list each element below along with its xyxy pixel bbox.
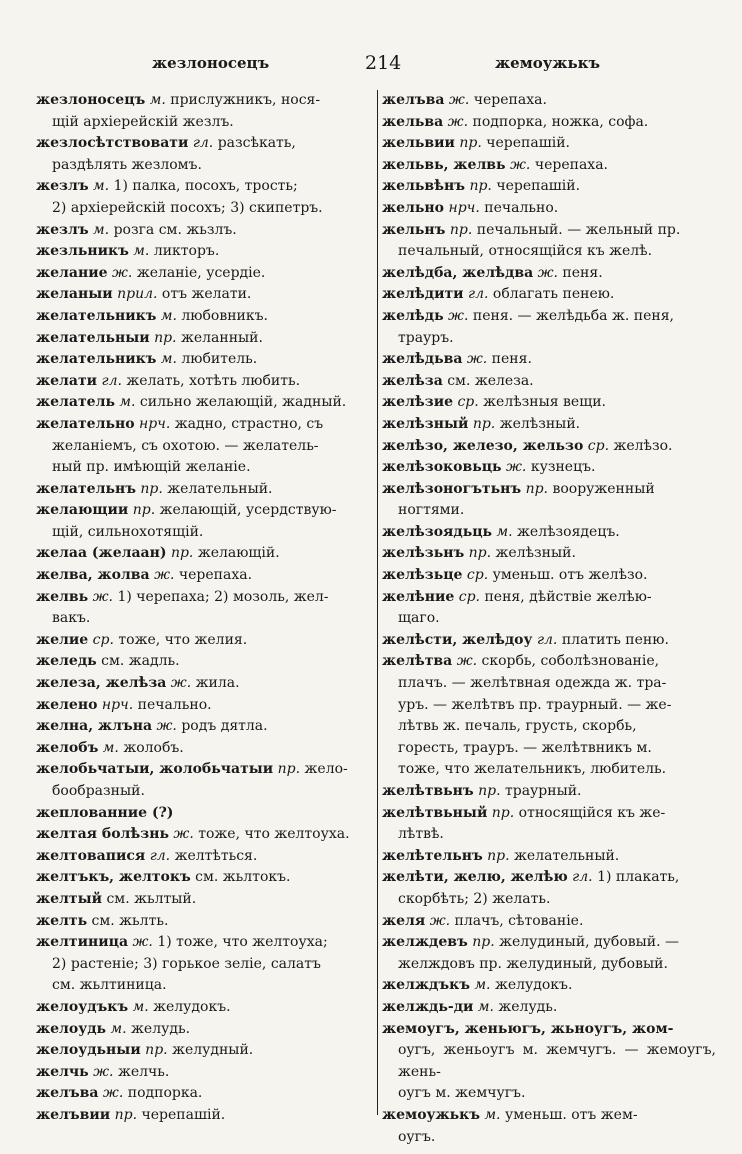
- entry-grammar-label: ж.: [154, 567, 175, 584]
- dictionary-entry: [36, 414, 372, 479]
- entry-definition: желтѣться.: [174, 847, 258, 864]
- entry-headword: желѣтельнъ: [382, 847, 483, 864]
- entry-grammar-label: м.: [149, 92, 166, 108]
- entry-headword: желть: [36, 912, 88, 929]
- entry-headword: жезлосѣтствовати: [36, 135, 189, 152]
- entry-headword: желѣтвьнъ: [382, 783, 474, 799]
- entry-grammar-label: нрч.: [138, 415, 171, 432]
- entry-grammar-label: ср.: [587, 437, 610, 454]
- entry-headword: желатель: [36, 394, 115, 411]
- entry-headword: желъва: [36, 1085, 99, 1102]
- entry-definition: желательный.: [167, 480, 273, 497]
- entry-headword: желѣза: [382, 372, 443, 389]
- dictionary-entry: [382, 867, 716, 910]
- entry-headword: желѣзный: [382, 415, 469, 432]
- entry-definition: сильно желающій, жадный.: [139, 394, 347, 411]
- entry-definition: желѣзныя вещи.: [483, 394, 607, 411]
- dictionary-entry: [382, 846, 716, 868]
- entry-grammar-label: ср.: [458, 588, 481, 605]
- entry-definition: желудокъ.: [494, 977, 573, 994]
- entry-grammar-label: м.: [477, 998, 494, 1015]
- dictionary-entry: [36, 759, 372, 802]
- entry-headword: жемоужькъ: [382, 1106, 480, 1123]
- entry-grammar-label: прил.: [117, 286, 158, 303]
- entry-definition: см. жадль.: [101, 653, 180, 670]
- entry-headword: желтъкъ, желтокъ: [36, 869, 191, 886]
- entry-grammar-label: пр.: [154, 329, 177, 346]
- entry-headword: желѣние: [382, 588, 455, 605]
- entry-definition: пеня. — желѣдьба ж. пеня, трауръ.: [398, 307, 674, 346]
- dictionary-entry: [382, 587, 716, 630]
- dictionary-entry: [36, 824, 372, 846]
- entry-definition: пеня, дѣйствіе желѣю- щаго.: [398, 588, 652, 627]
- entry-definition: желанный.: [180, 329, 263, 346]
- entry-headword: жельнъ: [382, 221, 446, 238]
- entry-grammar-label: ж.: [156, 718, 177, 735]
- entry-headword: желѣсти, желѣдоу: [382, 631, 533, 648]
- dictionary-entry: [382, 522, 716, 544]
- entry-definition: 1) палка, посохъ, трость; 2) архіерейскій посохъ; 3) скипетръ.: [52, 178, 323, 216]
- entry-headword: жемоугъ, женьюгъ, жьноугъ, жом-: [382, 1020, 674, 1037]
- dictionary-entry: [36, 1062, 372, 1084]
- entry-headword: жезлоносецъ: [36, 92, 146, 108]
- entry-headword: желательникъ: [36, 351, 157, 368]
- dictionary-entry: [36, 133, 372, 176]
- entry-grammar-label: ж.: [448, 92, 470, 108]
- entry-definition: прислужникъ, нося- щій архіерейскій жезлъ.: [52, 92, 321, 130]
- dictionary-entry: [36, 543, 372, 565]
- column-divider: [377, 90, 378, 1115]
- entry-definition: желудиный, дубовый. — желждовъ пр. желудиный, дубовый.: [398, 934, 680, 972]
- dictionary-entry: [36, 306, 372, 328]
- entry-grammar-label: пр.: [469, 178, 492, 195]
- entry-definition: жолобъ.: [123, 739, 184, 756]
- entry-definition: желѣзный.: [495, 545, 576, 562]
- entry-definition: подпорка, ножка, софа.: [472, 113, 649, 130]
- dictionary-entry: [382, 133, 716, 155]
- entry-grammar-label: м.: [133, 243, 150, 260]
- dictionary-entry: [36, 911, 372, 933]
- entry-grammar-label: ж.: [132, 934, 153, 951]
- entry-grammar-label: ж.: [537, 264, 558, 281]
- entry-definition: жадно, страстно, съ желаніемъ, съ охотою. — желатель- ный пр. имѣющій желаніе.: [52, 415, 324, 476]
- entry-definition: печальный. — жельный пр. печальный, относящійся къ желѣ.: [398, 221, 681, 260]
- dictionary-entry: [382, 781, 716, 803]
- entry-grammar-label: пр.: [277, 761, 301, 778]
- entry-definition: траурный.: [505, 783, 582, 799]
- entry-headword: желна, жлъна: [36, 718, 153, 735]
- entry-grammar-label: гл.: [572, 869, 593, 886]
- dictionary-entry: [382, 263, 716, 285]
- entry-grammar-label: м.: [119, 394, 136, 411]
- entry-definition: черепашій.: [141, 1106, 226, 1123]
- entry-headword: желждь-ди: [382, 998, 474, 1015]
- entry-headword: желание: [36, 264, 108, 281]
- entry-definition: подпорка.: [127, 1085, 203, 1102]
- entry-grammar-label: гл.: [536, 631, 558, 648]
- entry-grammar-label: пр.: [145, 1042, 168, 1059]
- entry-grammar-label: пр.: [170, 545, 194, 562]
- dictionary-entry: [36, 803, 372, 825]
- dictionary-entry: [36, 328, 372, 350]
- entry-grammar-label: гл.: [468, 286, 489, 303]
- entry-definition: желающій.: [197, 545, 280, 562]
- dictionary-entry: [36, 695, 372, 717]
- entry-grammar-label: гл.: [149, 847, 171, 864]
- dictionary-entry: [36, 1083, 372, 1105]
- entry-definition: относящійся къ же- лѣтвѣ.: [398, 804, 666, 843]
- entry-headword: желвь: [36, 588, 89, 605]
- entry-definition: жело- бообразный.: [52, 761, 348, 799]
- entry-definition: 1) черепаха; 2) мозоль, жел- вакъ.: [52, 588, 329, 627]
- entry-headword: желтая болѣзнь: [36, 826, 169, 843]
- entry-grammar-label: нрч.: [101, 696, 134, 713]
- entry-grammar-label: пр.: [478, 783, 501, 799]
- entry-definition: платить пеню.: [561, 631, 669, 648]
- dictionary-entry: [382, 803, 716, 846]
- entry-definition: желудокъ.: [153, 998, 231, 1015]
- dictionary-entry: [36, 889, 372, 911]
- entry-grammar-label: ж.: [92, 588, 113, 605]
- entry-headword: желоудь: [36, 1020, 107, 1037]
- entry-grammar-label: м.: [484, 1106, 501, 1123]
- entry-definition: 1) тоже, что желтоуха; 2) растеніе; 3) горькое зеліе, салатъ см. жьлтиница.: [52, 934, 328, 994]
- entry-definition: любитель.: [181, 351, 258, 368]
- entry-headword: желательныи: [36, 329, 150, 346]
- entry-headword: железа, желѣза: [36, 675, 167, 692]
- entry-definition: желающій, усердствую- щій, сильнохотящій.: [52, 502, 337, 540]
- dictionary-entry: [36, 565, 372, 587]
- entry-definition: кузнецъ.: [530, 459, 596, 476]
- entry-headword: желѣдба, желѣдва: [382, 264, 534, 281]
- entry-grammar-label: м.: [160, 351, 177, 368]
- dictionary-entry: [36, 651, 372, 673]
- entry-headword: жельвѣнъ: [382, 178, 465, 195]
- entry-headword: желѣзьце: [382, 567, 463, 584]
- entry-headword: желѣзьнъ: [382, 545, 465, 562]
- dictionary-entry: [36, 500, 372, 543]
- entry-definition: желѣзоядецъ.: [517, 523, 620, 540]
- left-column: [36, 90, 372, 1127]
- entry-definition: см. железа.: [447, 372, 534, 389]
- entry-headword: желтиница: [36, 934, 129, 951]
- dictionary-entry: [36, 846, 372, 868]
- entry-headword: жельвь, желвь: [382, 156, 506, 173]
- entry-definition: пеня.: [562, 264, 603, 281]
- dictionary-entry: [382, 90, 716, 112]
- entry-definition: разсѣкать, раздѣлять жезломъ.: [52, 135, 296, 173]
- entry-headword: желобьчатыи, жолобьчатыи: [36, 761, 274, 778]
- dictionary-entry: [36, 716, 372, 738]
- entry-grammar-label: ж.: [93, 1063, 114, 1080]
- entry-definition: жила.: [195, 675, 240, 692]
- entry-headword: желоудьныи: [36, 1042, 141, 1059]
- entry-definition: черепашій.: [496, 178, 581, 195]
- entry-grammar-label: гл.: [192, 135, 214, 152]
- dictionary-entry: [382, 414, 716, 436]
- entry-grammar-label: м.: [93, 178, 110, 195]
- entry-definition: уменьш. отъ жем- оугъ.: [398, 1106, 638, 1145]
- entry-grammar-label: пр.: [459, 135, 482, 152]
- entry-definition: см. жьлтый.: [106, 890, 197, 907]
- dictionary-entry: [36, 284, 372, 306]
- entry-definition: желѣзо.: [613, 437, 673, 454]
- entry-grammar-label: ж.: [429, 912, 451, 929]
- entry-grammar-label: ж.: [448, 307, 469, 324]
- dictionary-entry: [36, 1040, 372, 1062]
- entry-grammar-label: пр.: [132, 502, 156, 519]
- entry-grammar-label: м.: [496, 523, 513, 540]
- entry-grammar-label: пр.: [491, 804, 515, 821]
- entry-headword: жеплованние (?): [36, 804, 174, 821]
- entry-grammar-label: м.: [160, 307, 177, 324]
- page-number: 214: [365, 52, 402, 74]
- entry-definition: скорбь, соболѣзнованіе, плачъ. — желѣтвная одежда ж. тра- уръ. — желѣтвъ пр. траурный. — же- лѣтвь ж. печаль, грусть, скорбь, горесть, трауръ. — желѣтвникъ м. тоже, что желательникъ, любитель.: [398, 653, 672, 778]
- entry-grammar-label: пр.: [140, 480, 163, 497]
- entry-headword: желие: [36, 631, 89, 648]
- entry-headword: жельно: [382, 199, 445, 216]
- dictionary-entry: [36, 997, 372, 1019]
- dictionary-entry: [36, 479, 372, 501]
- entry-definition: 1) плакать, скорбѣть; 2) желать.: [398, 869, 680, 907]
- entry-grammar-label: нрч.: [448, 199, 480, 216]
- entry-headword: желждъкъ: [382, 977, 470, 994]
- entry-headword: желѣзоядьць: [382, 523, 493, 540]
- entry-headword: желтый: [36, 890, 103, 907]
- right-column: [382, 90, 716, 1148]
- dictionary-entry: [36, 1105, 372, 1127]
- entry-definition: отъ желати.: [161, 286, 252, 303]
- dictionary-entry: [36, 587, 372, 630]
- entry-definition: тоже, что желтоуха.: [198, 826, 350, 843]
- entry-definition: пеня.: [491, 351, 532, 368]
- entry-definition: вооруженный ногтями.: [398, 480, 655, 519]
- dictionary-entry: [36, 867, 372, 889]
- dictionary-entry: [36, 371, 372, 393]
- entry-definition: см. жьлть.: [91, 912, 169, 929]
- entry-headword: желено: [36, 696, 98, 713]
- entry-grammar-label: пр.: [472, 415, 496, 432]
- entry-grammar-label: м.: [102, 739, 119, 756]
- entry-headword: желѣти, желю, желѣю: [382, 869, 568, 886]
- dictionary-entry: [36, 241, 372, 263]
- entry-headword: желедь: [36, 653, 97, 670]
- dictionary-entry: [36, 630, 372, 652]
- dictionary-entry: [382, 543, 716, 565]
- dictionary-entry: [382, 479, 716, 522]
- entry-headword: желѣдити: [382, 286, 464, 303]
- dictionary-entry: [36, 738, 372, 760]
- entry-headword: желаныи: [36, 286, 113, 303]
- entry-grammar-label: пр.: [449, 221, 473, 238]
- dictionary-entry: [36, 392, 372, 414]
- entry-definition: см. жьлтокъ.: [195, 869, 291, 886]
- entry-headword: желва, жолва: [36, 567, 150, 584]
- entry-headword: желѣзоногътьнъ: [382, 480, 522, 497]
- dictionary-entry: [382, 198, 716, 220]
- entry-headword: желѣзие: [382, 394, 453, 411]
- entry-grammar-label: ж.: [510, 156, 531, 173]
- entry-definition: ликторъ.: [153, 243, 220, 260]
- dictionary-entry: [36, 932, 372, 997]
- entry-headword: жезлъ: [36, 178, 89, 195]
- entry-definition: черепаха.: [473, 92, 547, 108]
- dictionary-entry: [382, 176, 716, 198]
- entry-grammar-label: пр.: [472, 934, 495, 951]
- dictionary-entry: [382, 997, 716, 1019]
- dictionary-entry: [382, 371, 716, 393]
- dictionary-entry: [382, 911, 716, 933]
- entry-definition: черепаха.: [178, 567, 253, 584]
- entry-definition: желѣзный.: [499, 415, 581, 432]
- entry-headword: желѣдь: [382, 307, 444, 324]
- entry-headword: желѣдьва: [382, 351, 463, 368]
- dictionary-entry: [382, 349, 716, 371]
- entry-definition: печально.: [137, 696, 212, 713]
- entry-definition: черепашій.: [486, 135, 571, 152]
- entry-grammar-label: пр.: [525, 480, 548, 497]
- header-right-headword: жемоужькъ: [495, 54, 600, 72]
- entry-definition: облагать пенею.: [492, 286, 615, 303]
- entry-headword: желждевъ: [382, 934, 468, 951]
- entry-grammar-label: ж.: [170, 675, 192, 692]
- entry-definition: плачъ, сѣтованіе.: [454, 912, 584, 929]
- dictionary-entry: [382, 220, 716, 263]
- dictionary-entry: [382, 630, 716, 652]
- entry-grammar-label: м.: [132, 998, 149, 1015]
- entry-headword: желѣзоковьць: [382, 459, 502, 476]
- dictionary-entry: [36, 349, 372, 371]
- entry-headword: желающии: [36, 502, 129, 519]
- entry-headword: желательно: [36, 415, 135, 432]
- entry-headword: желати: [36, 372, 98, 389]
- dictionary-entry: [382, 306, 716, 349]
- entry-definition: оугъ, женьоугъ м. жемчугъ. — жемоугъ, жень- оугъ м. жемчугъ.: [398, 1042, 716, 1102]
- entry-grammar-label: ж.: [456, 653, 478, 670]
- entry-definition: желчь.: [117, 1063, 170, 1080]
- entry-headword: желобъ: [36, 739, 99, 756]
- entry-definition: черепаха.: [534, 156, 608, 173]
- dictionary-entry: [36, 90, 372, 133]
- entry-definition: желательный.: [514, 847, 620, 864]
- entry-definition: уменьш. отъ желѣзо.: [492, 567, 648, 584]
- dictionary-entry: [36, 176, 372, 219]
- entry-headword: желѣтва: [382, 653, 453, 670]
- entry-grammar-label: ж.: [506, 459, 527, 476]
- entry-grammar-label: ж.: [111, 264, 133, 281]
- entry-grammar-label: ж.: [447, 113, 469, 130]
- entry-definition: печально.: [484, 199, 559, 216]
- entry-definition: тоже, что желия.: [118, 631, 248, 648]
- entry-grammar-label: м.: [110, 1020, 127, 1037]
- dictionary-entry: [382, 1105, 716, 1148]
- entry-grammar-label: пр.: [487, 847, 510, 864]
- entry-definition: желудь.: [498, 998, 558, 1015]
- entry-headword: жельва: [382, 113, 444, 130]
- entry-headword: желя: [382, 912, 426, 929]
- dictionary-entry: [36, 220, 372, 242]
- entry-headword: жельвии: [382, 135, 455, 152]
- dictionary-entry: [382, 457, 716, 479]
- dictionary-entry: [382, 436, 716, 458]
- dictionary-entry: [382, 975, 716, 997]
- entry-headword: жезлъ: [36, 221, 89, 238]
- entry-headword: желѣтвьный: [382, 804, 488, 821]
- header-left-headword: жезлоносецъ: [152, 54, 270, 72]
- entry-headword: желтовапися: [36, 847, 146, 864]
- entry-headword: желъва: [382, 92, 445, 108]
- entry-definition: желать, хотѣть любить.: [126, 372, 301, 389]
- entry-definition: желаніе, усердіе.: [136, 264, 266, 281]
- entry-headword: желъвии: [36, 1106, 111, 1123]
- entry-headword: желоудъкъ: [36, 998, 129, 1015]
- entry-definition: розга см. жьзлъ.: [113, 221, 237, 238]
- dictionary-entry: [382, 392, 716, 414]
- dictionary-entry: [382, 932, 716, 975]
- running-header: [40, 52, 710, 78]
- entry-definition: любовникъ.: [181, 307, 268, 324]
- entry-headword: жезльникъ: [36, 243, 129, 260]
- entry-definition: желудный.: [172, 1042, 254, 1059]
- entry-grammar-label: м.: [93, 221, 110, 238]
- entry-grammar-label: ж.: [102, 1085, 124, 1102]
- entry-definition: желудь.: [131, 1020, 191, 1037]
- entry-grammar-label: ср.: [92, 631, 114, 648]
- dictionary-entry: [382, 284, 716, 306]
- entry-headword: желѣзо, железо, жельзо: [382, 437, 584, 454]
- dictionary-entry: [382, 112, 716, 134]
- dictionary-entry: [382, 155, 716, 177]
- dictionary-entry: [36, 1019, 372, 1041]
- entry-grammar-label: м.: [474, 977, 491, 994]
- dictionary-entry: [36, 673, 372, 695]
- entry-grammar-label: гл.: [101, 372, 122, 389]
- dictionary-entry: [382, 1019, 716, 1105]
- entry-grammar-label: пр.: [468, 545, 492, 562]
- entry-grammar-label: пр.: [114, 1106, 138, 1123]
- entry-grammar-label: ж.: [173, 826, 194, 843]
- entry-grammar-label: ж.: [466, 351, 488, 368]
- entry-headword: желательникъ: [36, 307, 157, 324]
- entry-grammar-label: ср.: [466, 567, 489, 584]
- dictionary-entry: [382, 651, 716, 781]
- entry-headword: желательнъ: [36, 480, 136, 497]
- entry-definition: родъ дятла.: [181, 718, 268, 735]
- dictionary-entry: [36, 263, 372, 285]
- dictionary-entry: [382, 565, 716, 587]
- entry-headword: желаа (желаан): [36, 545, 167, 562]
- entry-grammar-label: ср.: [457, 394, 479, 411]
- entry-headword: желчь: [36, 1063, 89, 1080]
